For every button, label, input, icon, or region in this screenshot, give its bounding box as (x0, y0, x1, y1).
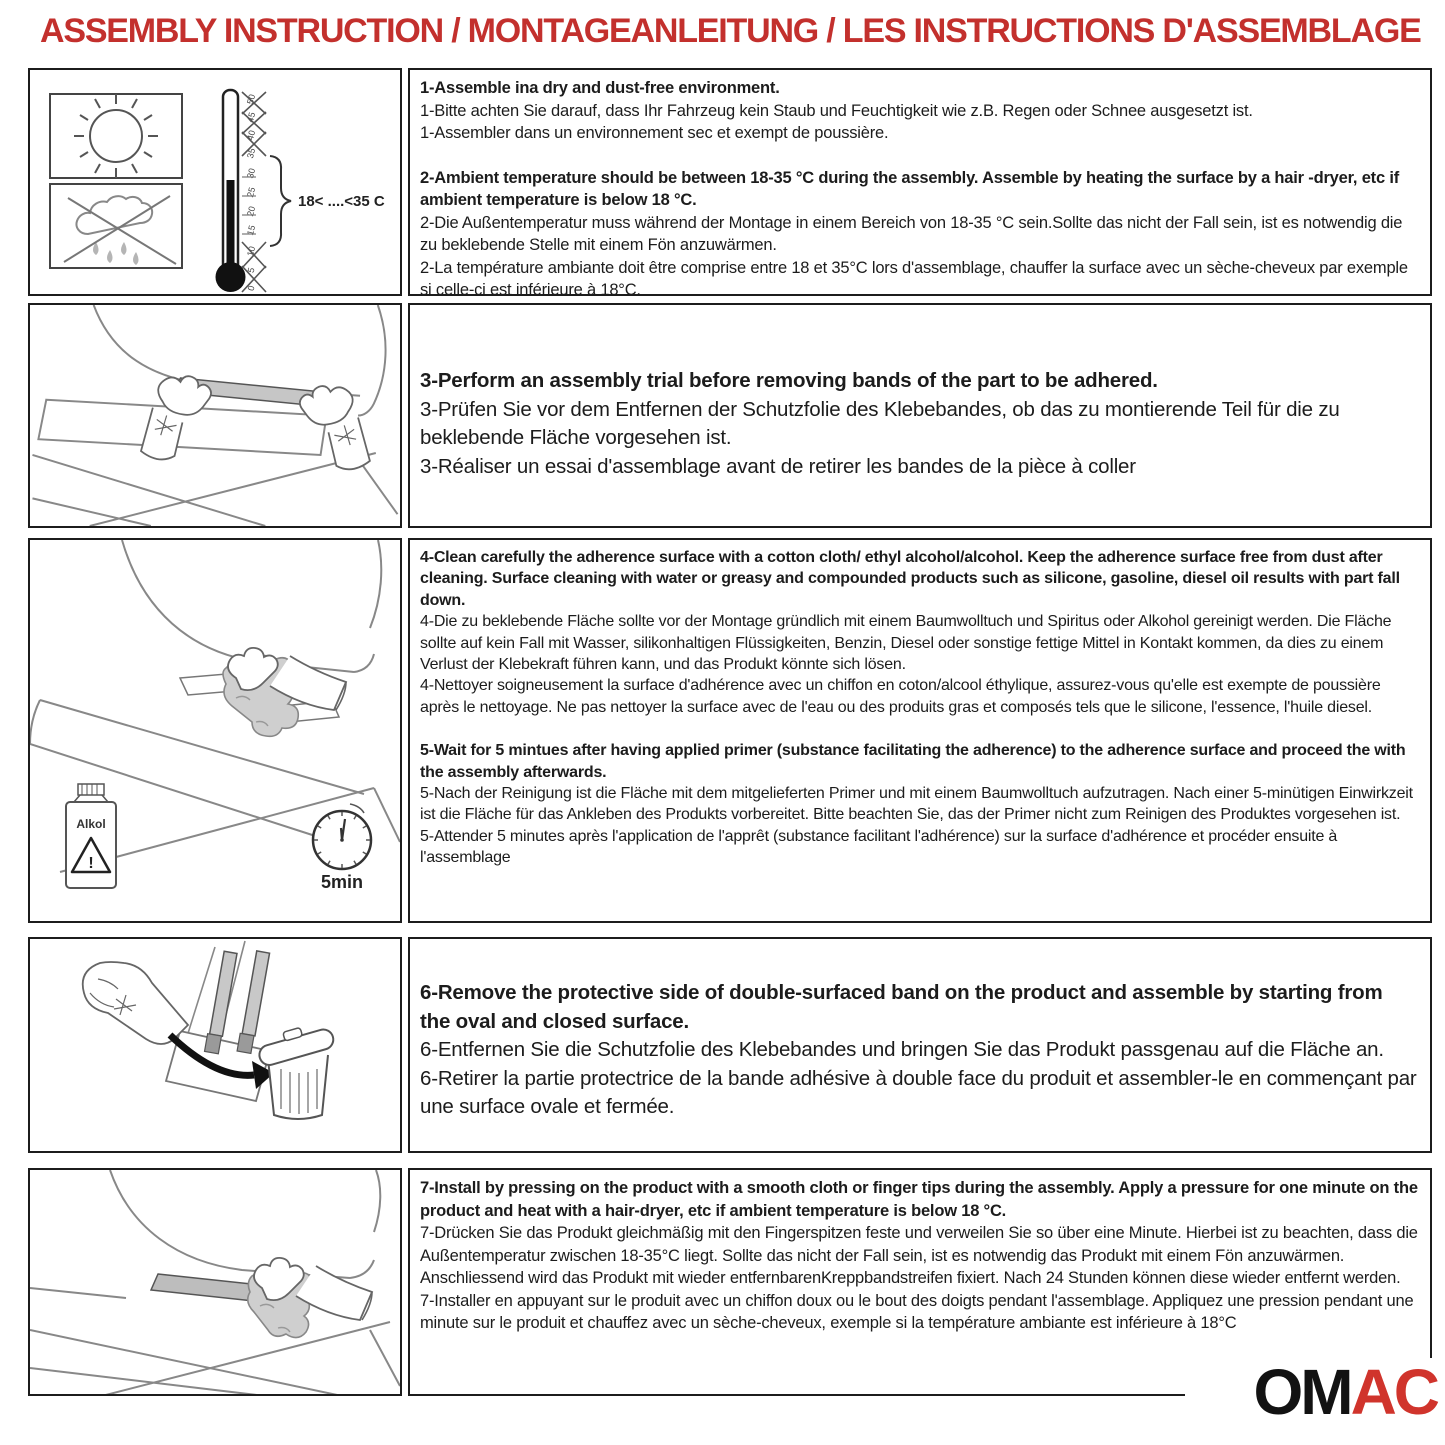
step2-en: 2-Ambient temperature should be between 18-35 °C during the assembly. Assemble by heating the surface by a hair -dryer, etc if ambient temperature is below 18 °C. (420, 168, 1400, 209)
omac-logo-black: OM (1253, 1356, 1351, 1428)
therm-tick-0: 0 (245, 284, 257, 292)
range-brace (270, 156, 291, 246)
therm-tick-15: 15 (244, 224, 258, 237)
illustration-press-install (28, 1168, 402, 1396)
step3-de: 3-Prüfen Sie vor dem Entfernen der Schutzfolie des Klebebandes, ob das zu montierende Teil für die zu beklebende Fläche vorgesehen ist. (420, 397, 1340, 449)
instructions-step-3 (408, 303, 1432, 528)
peel-band-figure (30, 939, 400, 1151)
cleaning-figure (30, 540, 400, 921)
step5-en: 5-Wait for 5 mintues after having applied primer (substance facilitating the adherence) to the adherence surface and proceed the with the assembly afterwards. (420, 742, 1406, 781)
left-hand (141, 376, 211, 459)
step2-de: 2-Die Außentemperatur muss während der Montage in einem Bereich von 18-35 °C sein.Sollte das nicht der Fall sein, ist es notwendig die zu beklebende Stelle mit einem Fön anzuwärmen. (420, 213, 1403, 254)
step6-en: 6-Remove the protective side of double-surfaced band on the product and assemble by starting from the oval and closed surface. (420, 981, 1383, 1033)
instructions-step-4-5 (408, 538, 1432, 923)
five-min-label: 5min (320, 872, 364, 892)
page-title: ASSEMBLY INSTRUCTION / MONTAGEANLEITUNG / LES INSTRUCTIONS D'ASSEMBLAGE (40, 12, 1421, 50)
step3-en: 3-Perform an assembly trial before removing bands of the part to be adhered. (420, 369, 1158, 392)
step1-de: 1-Bitte achten Sie darauf, dass Ihr Fahrzeug kein Staub und Feuchtigkeit wie z.B. Regen oder Schnee ausgesetzt ist. (420, 101, 1253, 120)
step4-en: 4-Clean carefully the adherence surface with a cotton cloth/ ethyl alcohol/alcohol. Keep the adherence surface free from dust after cleaning. Surface cleaning with water or greasy and compounded products such as silicone, gasoline, diesel oil results with part fall down. (420, 549, 1400, 609)
instructions-step-1-2 (408, 68, 1432, 299)
therm-tick-10: 10 (244, 245, 258, 258)
illustration-trial-fit (28, 303, 402, 528)
warning-exclamation: ! (88, 855, 94, 872)
press-install-figure (30, 1170, 400, 1394)
therm-tick-50: 50 (244, 93, 258, 106)
right-hand (300, 386, 370, 469)
therm-tick-30: 30 (244, 167, 258, 180)
step1-fr: 1-Assembler dans un environnement sec et exempt de poussière. (420, 124, 889, 142)
therm-tick-45: 45 (244, 111, 258, 124)
clock-icon (313, 804, 371, 892)
hands-placing-trim-figure (30, 305, 400, 526)
illustration-cleaning (28, 538, 402, 923)
illustration-peel-band (28, 937, 402, 1153)
step4-de: 4-Die zu beklebende Fläche sollte vor der Montage gründlich mit einem Baumwolltuch und Spiritus oder Alkohol gereinigt werden. Die Fläche sollte auf kein Fall mit Wasser, silikonhaltigen Flüssigkeiten, Benzin, Diesel oder sonstige fettige Mittel in Kontakt kommen, da dies zu einem Verlust der Klebekraft führen kann, und das Produkt könnte sich lösen. (420, 613, 1392, 674)
therm-tick-35: 35 (244, 147, 258, 160)
step6-fr: 6-Retirer la partie protectrice de la bande adhésive à double face du produit et assembler-le en commençant par une surface ovale et fermée. (420, 1066, 1417, 1118)
alcohol-label: Alkol (76, 817, 106, 831)
no-rain-icon (50, 184, 182, 268)
step5-de: 5-Nach der Reinigung ist die Fläche mit dem mitgelieferten Primer und mit einem Baumwolltuch aufzutragen. Nach einer 5-minütigen Einwirkzeit ist die Fläche für das Ankleben des Produkts vorbereitet. Bitte beachten Sie, das der Primer nicht zum Reinigen des Produktes vorgesehen ist. (420, 785, 1413, 824)
omac-logo (1185, 1358, 1437, 1430)
sun-icon (50, 94, 182, 178)
step4-fr: 4-Nettoyer soigneusement la surface d'adhérence avec un chiffon en coton/alcool éthylique, assurez-vous qu'elle est exempte de poussière après le nettoyage. Ne pas nettoyer la surface avec de l'eau ou des produits gras et composés tels que le silicone, l'essence, l'huile diesel. (420, 677, 1381, 716)
therm-tick-40: 40 (244, 129, 258, 142)
temperature-range-label: 18< ....<35 C (298, 193, 385, 210)
protective-strips (205, 945, 270, 1060)
step7-en: 7-Install by pressing on the product with a smooth cloth or finger tips during the assembly. Apply a pressure for one minute on the product and heat with a hair-dryer, etc if ambient temperature is below 18 °C. (420, 1179, 1418, 1220)
illustration-environment-temperature (28, 68, 402, 296)
instructions-step-6 (408, 937, 1432, 1153)
omac-logo-red: AC (1350, 1356, 1437, 1428)
step1-en: 1-Assemble ina dry and dust-free environment. (420, 79, 780, 97)
peeling-hand (83, 962, 188, 1044)
step3-fr: 3-Réaliser un essai d'assemblage avant de retirer les bandes de la pièce à coller (420, 454, 1136, 478)
thermometer-icon (216, 90, 385, 292)
environment-temperature-figure (30, 70, 400, 294)
step7-fr: 7-Installer en appuyant sur le produit avec un chiffon doux ou le bout des doigts pendant l'assemblage. Appliquez une pression pendant une minute sur le produit et chauffez avec un sèche-cheveux, exemple si la température ambiante est inférieure à 18°C (420, 1291, 1414, 1332)
step5-fr: 5-Attender 5 minutes après l'application de l'apprêt (substance facilitant l'adhérence) sur la surface d'adhérence et procéder ensuite à l'assemblage (420, 827, 1338, 867)
alcohol-bottle-icon (66, 784, 116, 888)
therm-tick-20: 20 (244, 205, 258, 218)
therm-tick-25: 25 (244, 186, 258, 199)
step7-de: 7-Drücken Sie das Produkt gleichmäßig mit den Fingerspitzen feste und verweilen Sie so über eine Minute. Hierbei ist zu beachten, dass die Außentemperatur zwischen 18-35°C liegt. Sollte das nicht der Fall sein, ist es notwendig das Produkt mit einem Fön anzuwärmen. Anschliessend wird das Produkt mit wieder entfernbarenKreppbandstreifen fixiert. Nach 24 Stunden können diese wieder entfernt werden. (420, 1224, 1418, 1287)
therm-tick-5: 5 (245, 266, 257, 274)
step6-de: 6-Entfernen Sie die Schutzfolie des Klebebandes und bringen Sie das Produkt passgenau auf die Fläche an. (420, 1038, 1384, 1061)
step2-fr: 2-La température ambiante doit être comprise entre 18 et 35°C lors d'assemblage, chauffer la surface avec un sèche-cheveux par exemple si celle-ci est inférieure à 18°C. (420, 258, 1408, 299)
